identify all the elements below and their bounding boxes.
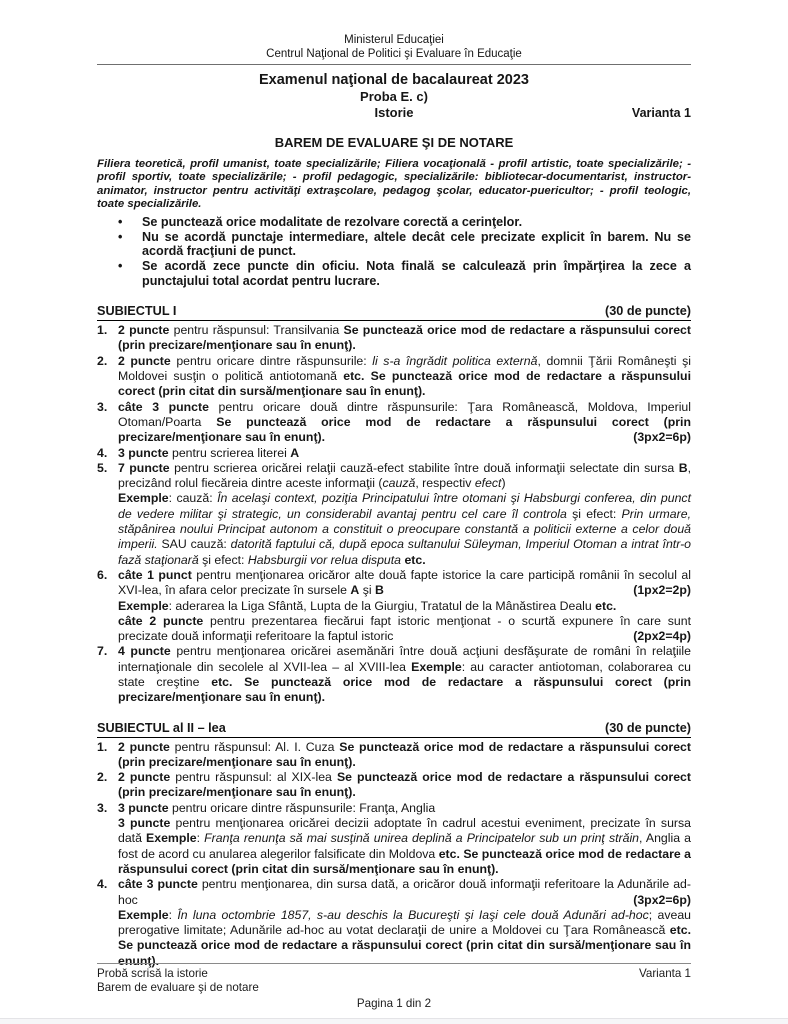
text-segment: câte 3 puncte: [118, 399, 209, 414]
item-paragraph: [118, 323, 691, 354]
text-segment: , respectiv: [415, 476, 475, 491]
text-segment: 2 puncte: [118, 770, 171, 785]
points-marker: (1px2=2p): [629, 583, 691, 598]
text-segment: 3 puncte: [118, 445, 169, 460]
item-paragraph: [118, 770, 691, 801]
text-segment: 7 puncte: [118, 460, 170, 475]
text-segment: pentru răspunsul: Transilvania: [169, 323, 344, 338]
exam-proba: Proba E. c): [360, 89, 428, 104]
footer-doc-type: Barem de evaluare şi de notare: [97, 980, 259, 994]
item-paragraph: [118, 354, 691, 400]
item-number: 4.: [97, 877, 108, 892]
item-paragraph: [118, 400, 691, 446]
section-points: (30 de puncte): [604, 720, 691, 735]
text-segment: Franţa renunţa să mai susţină unirea deplină a Principatelor sub un prinţ străin: [204, 831, 640, 846]
subject-section: [97, 721, 691, 969]
text-segment: li s-a îngrădit politica externă: [372, 353, 538, 368]
scoring-item: [97, 740, 691, 771]
text-segment: ; aveau prerogative limitate; Adunările ad-hoc au votat declaraţii de unire a Moldovei cu Ţara Românească: [118, 907, 691, 938]
item-paragraph: [118, 877, 691, 908]
item-number: 3.: [97, 800, 108, 815]
text-segment: câte 3 puncte: [118, 877, 198, 892]
exam-discipline: Istorie: [374, 105, 414, 120]
text-segment: etc. Se punctează orice mod de redactare a răspunsului corect (prin citat din sursă/menţionare sau în enunţ).: [118, 369, 691, 399]
text-segment: efect: [474, 476, 502, 491]
text-segment: 4 puncte: [118, 644, 171, 659]
section-title: SUBIECTUL I: [97, 304, 177, 319]
text-segment: şi efect:: [566, 506, 622, 521]
section-points: (30 de puncte): [604, 304, 691, 319]
scoring-item: [97, 446, 691, 461]
text-segment: Se punctează orice mod de redactare a răspunsului corect (prin precizare/menţionare sau în enunţ).: [118, 414, 691, 445]
header-divider: [97, 64, 691, 65]
text-segment: câte 1 punct: [118, 567, 192, 582]
item-body: [118, 461, 691, 568]
scoring-item: [97, 461, 691, 568]
item-body: [118, 770, 691, 801]
text-segment: : au caracter antiotoman, colaborarea cu state creştine: [118, 659, 691, 689]
section-items: [97, 740, 691, 969]
text-segment: 2 puncte: [118, 323, 170, 338]
text-segment: pentru oricare două dintre răspunsurile: Ţara Românească, Moldova, Imperiul Otoman/Poarta: [118, 399, 691, 429]
general-rule-text: Se punctează orice modalitate de rezolvare corectă a cerinţelor.: [142, 214, 523, 229]
text-segment: 2 puncte: [118, 353, 171, 368]
item-paragraph: [118, 801, 691, 816]
text-segment: , precizând rolul fiecăreia dintre aceste informaţii (: [118, 460, 691, 491]
item-paragraph: [118, 908, 691, 969]
text-segment: Exemple: [411, 659, 462, 674]
text-segment: Se punctează orice mod de redactare a răspunsului corect (prin precizare/menţionare sau în enunţ).: [118, 770, 691, 800]
general-rules-list: [97, 215, 691, 290]
bullet-icon: •: [118, 229, 123, 244]
text-segment: pentru menţionarea oricăror alte două fapte istorice la care participă românii în secolul al XVI-lea, în afara celor precizate în sursele: [118, 567, 691, 598]
item-body: [118, 568, 691, 644]
item-number: 6.: [97, 567, 108, 582]
item-body: [118, 801, 691, 877]
text-segment: : aderarea la Liga Sfântă, Lupta de la Giurgiu, Tratatul de la Mânăstirea Dealu: [168, 598, 596, 613]
page-bottom-edge: [0, 1018, 788, 1024]
item-number: 1.: [97, 323, 108, 338]
text-segment: pentru menţionarea oricărei decizii adoptate în cadrul acestui eveniment, precizate în sursa dată: [118, 816, 691, 846]
text-segment: 2 puncte: [118, 739, 170, 754]
scoring-item: [97, 354, 691, 400]
text-segment: etc.: [595, 598, 617, 613]
text-segment: cauză: [382, 476, 416, 491]
section-title: SUBIECTUL al II – lea: [97, 720, 226, 735]
text-segment: , domnii Ţării Româneşti şi Moldovei susţin o politică antiotomană: [118, 353, 691, 384]
item-number: 2.: [97, 353, 108, 368]
text-segment: :: [196, 831, 205, 846]
sections-container: [97, 304, 691, 969]
item-paragraph: [118, 816, 691, 877]
text-segment: 3 puncte: [118, 816, 171, 831]
text-segment: pentru scrierea literei: [168, 445, 291, 460]
discipline-row: [97, 105, 691, 120]
bullet-icon: •: [118, 259, 123, 274]
footer-left: [97, 967, 259, 995]
item-number: 4.: [97, 445, 108, 460]
item-number: 1.: [97, 739, 108, 754]
exam-title: Examenul naţional de bacalaureat 2023: [259, 72, 529, 88]
bullet-icon: •: [118, 214, 123, 229]
footer-variant: Varianta 1: [639, 967, 691, 980]
item-paragraph: [118, 446, 691, 461]
text-segment: , Anglia a fost de acord cu anularea alegerilor falsificate din Moldova: [118, 831, 691, 861]
text-segment: şi: [359, 583, 375, 598]
scoring-item: [97, 568, 691, 644]
footer-page-number: Pagina 1 din 2: [356, 996, 432, 1010]
text-segment: Habsburgii vor relua disputa: [247, 552, 402, 567]
text-segment: datorită faptului că, după epoca sultanului Süleyman, Imperiul Otoman a intrat într-o fază staţionară: [118, 537, 691, 567]
item-body: [118, 644, 691, 705]
item-body: [118, 446, 691, 461]
general-rule-text: Nu se acordă punctaje intermediare, altele decât cele precizate explicit în barem. Nu se acordă fracţiuni de punct.: [142, 229, 691, 259]
text-segment: Exemple: [118, 907, 169, 922]
footer-exam-type: Probă scrisă la istorie: [97, 967, 208, 980]
text-segment: A: [290, 445, 300, 460]
item-body: [118, 323, 691, 354]
scoring-item: [97, 770, 691, 801]
text-segment: pentru oricare dintre răspunsurile:: [170, 353, 373, 368]
text-segment: şi efect:: [198, 552, 248, 567]
text-segment: pentru oricare dintre răspunsurile: Franţa, Anglia: [168, 800, 436, 815]
text-segment: etc. Se punctează orice mod de redactare a răspunsului corect (prin precizare/menţionare sau în enunţ).: [118, 674, 691, 705]
item-paragraph: [118, 491, 691, 567]
text-segment: etc.: [404, 552, 426, 567]
text-segment: etc. Se punctează orice mod de redactare a răspunsului corect (prin citat din sursă/menţionare sau în enunţ).: [118, 923, 691, 968]
text-segment: 3 puncte: [118, 800, 169, 815]
general-rule-item: [118, 259, 691, 289]
text-segment: Exemple: [118, 491, 169, 506]
text-segment: SAU cauză:: [157, 537, 231, 552]
text-segment: A: [350, 583, 360, 598]
item-number: 2.: [97, 770, 108, 785]
subject-section: [97, 304, 691, 705]
scoring-item: [97, 644, 691, 705]
text-segment: pentru răspunsul: Al. I. Cuza: [169, 739, 340, 754]
text-segment: pentru menţionarea oricărei asemănări între două acţiuni desfăşurate de români în relaţiile internaţionale din secolele al XVII-lea – al XVIII-lea: [118, 644, 691, 674]
item-paragraph: [118, 644, 691, 705]
section-header: [97, 721, 691, 738]
filiera-note: Filiera teoretică, profil umanist, toate specializările; Filiera vocaţională - profil artistic, toate specializările; - profil sportiv, toate specializările; - profil pedagogic, specializările: bibliotecar-documentarist, instructor-animator, instructor pentru activităţi extraşcolare, pedagog şcolar, educator-puericultor; - profil teologic, toate specializările.: [97, 158, 691, 211]
section-header: [97, 304, 691, 321]
item-paragraph: [118, 568, 691, 599]
scoring-item: [97, 400, 691, 446]
points-marker: (2px2=4p): [629, 629, 691, 644]
text-segment: câte 2 puncte: [118, 613, 204, 628]
text-segment: pentru scrierea oricărei relaţii cauză-efect stabilite între două informaţii selectate din sursa: [169, 460, 679, 475]
variant-label: Varianta 1: [631, 106, 691, 120]
text-segment: pentru menţionarea, din sursa dată, a oricăror două informaţii referitoare la Adunările ad-hoc: [118, 877, 691, 907]
item-body: [118, 354, 691, 400]
text-segment: B: [678, 460, 688, 475]
item-body: [118, 740, 691, 771]
item-number: 5.: [97, 460, 108, 475]
text-segment: pentru răspunsul: al XIX-lea: [170, 770, 337, 785]
item-body: [118, 400, 691, 446]
text-segment: Prin urmare, stăpânirea noului Principat autonom a constituit o preocupare constantă a politicii externe a celor două imperii.: [118, 506, 691, 552]
text-segment: etc. Se punctează orice mod de redactare a răspunsului corect (prin citat din sursă/menţionare sau în enunţ).: [118, 846, 691, 876]
text-segment: Exemple: [146, 831, 197, 846]
text-segment: B: [375, 583, 384, 598]
ministry-line2: Centrul Naţional de Politici şi Evaluare în Educaţie: [266, 47, 522, 60]
general-rule-item: [118, 230, 691, 260]
text-segment: În luna octombrie 1857, s-au deschis la Bucureşti şi Iaşi cele două Adunări ad-hoc: [177, 907, 649, 922]
text-segment: Se punctează orice mod de redactare a răspunsului corect (prin precizare/menţionare sau în enunţ).: [118, 323, 691, 353]
footer-divider: [97, 963, 691, 964]
general-rule-text: Se acordă zece puncte din oficiu. Nota finală se calculează prin împărţirea la zece a punctajului total acordat pentru lucrare.: [142, 259, 691, 289]
item-paragraph: [118, 599, 691, 614]
text-segment: Se punctează orice mod de redactare a răspunsului corect (prin precizare/menţionare sau în enunţ).: [118, 739, 691, 769]
page-footer: [97, 963, 691, 1010]
ministry-line1: Ministerul Educaţiei: [344, 34, 444, 46]
item-body: [118, 877, 691, 969]
item-paragraph: [118, 740, 691, 771]
text-segment: pentru prezentarea fiecărui fapt istoric menţionat - o scurtă expunere în care sunt precizate două informaţii referitoare la faptul istoric: [118, 613, 692, 644]
item-paragraph: [118, 614, 691, 645]
text-segment: În acelaşi context, poziţia Principatului între otomani şi Habsburgi conferea, din punct de vedere militar şi strategic, un considerabil avantaj pentru cel care îl controla: [118, 491, 691, 521]
item-paragraph: [118, 461, 691, 492]
text-segment: : cauză:: [168, 491, 218, 506]
text-segment: :: [168, 907, 178, 922]
scoring-item: [97, 323, 691, 354]
text-segment: Exemple: [118, 598, 169, 613]
barem-title: BAREM DE EVALUARE ŞI DE NOTARE: [274, 135, 514, 150]
item-number: 3.: [97, 399, 108, 414]
scoring-item: [97, 801, 691, 877]
points-marker: (3px2=6p): [629, 430, 691, 445]
item-number: 7.: [97, 644, 108, 659]
text-segment: ): [501, 476, 506, 491]
footer-row: [97, 967, 691, 995]
section-items: [97, 323, 691, 705]
general-rule-item: [118, 215, 691, 230]
points-marker: (3px2=6p): [629, 893, 691, 908]
scoring-item: [97, 877, 691, 969]
